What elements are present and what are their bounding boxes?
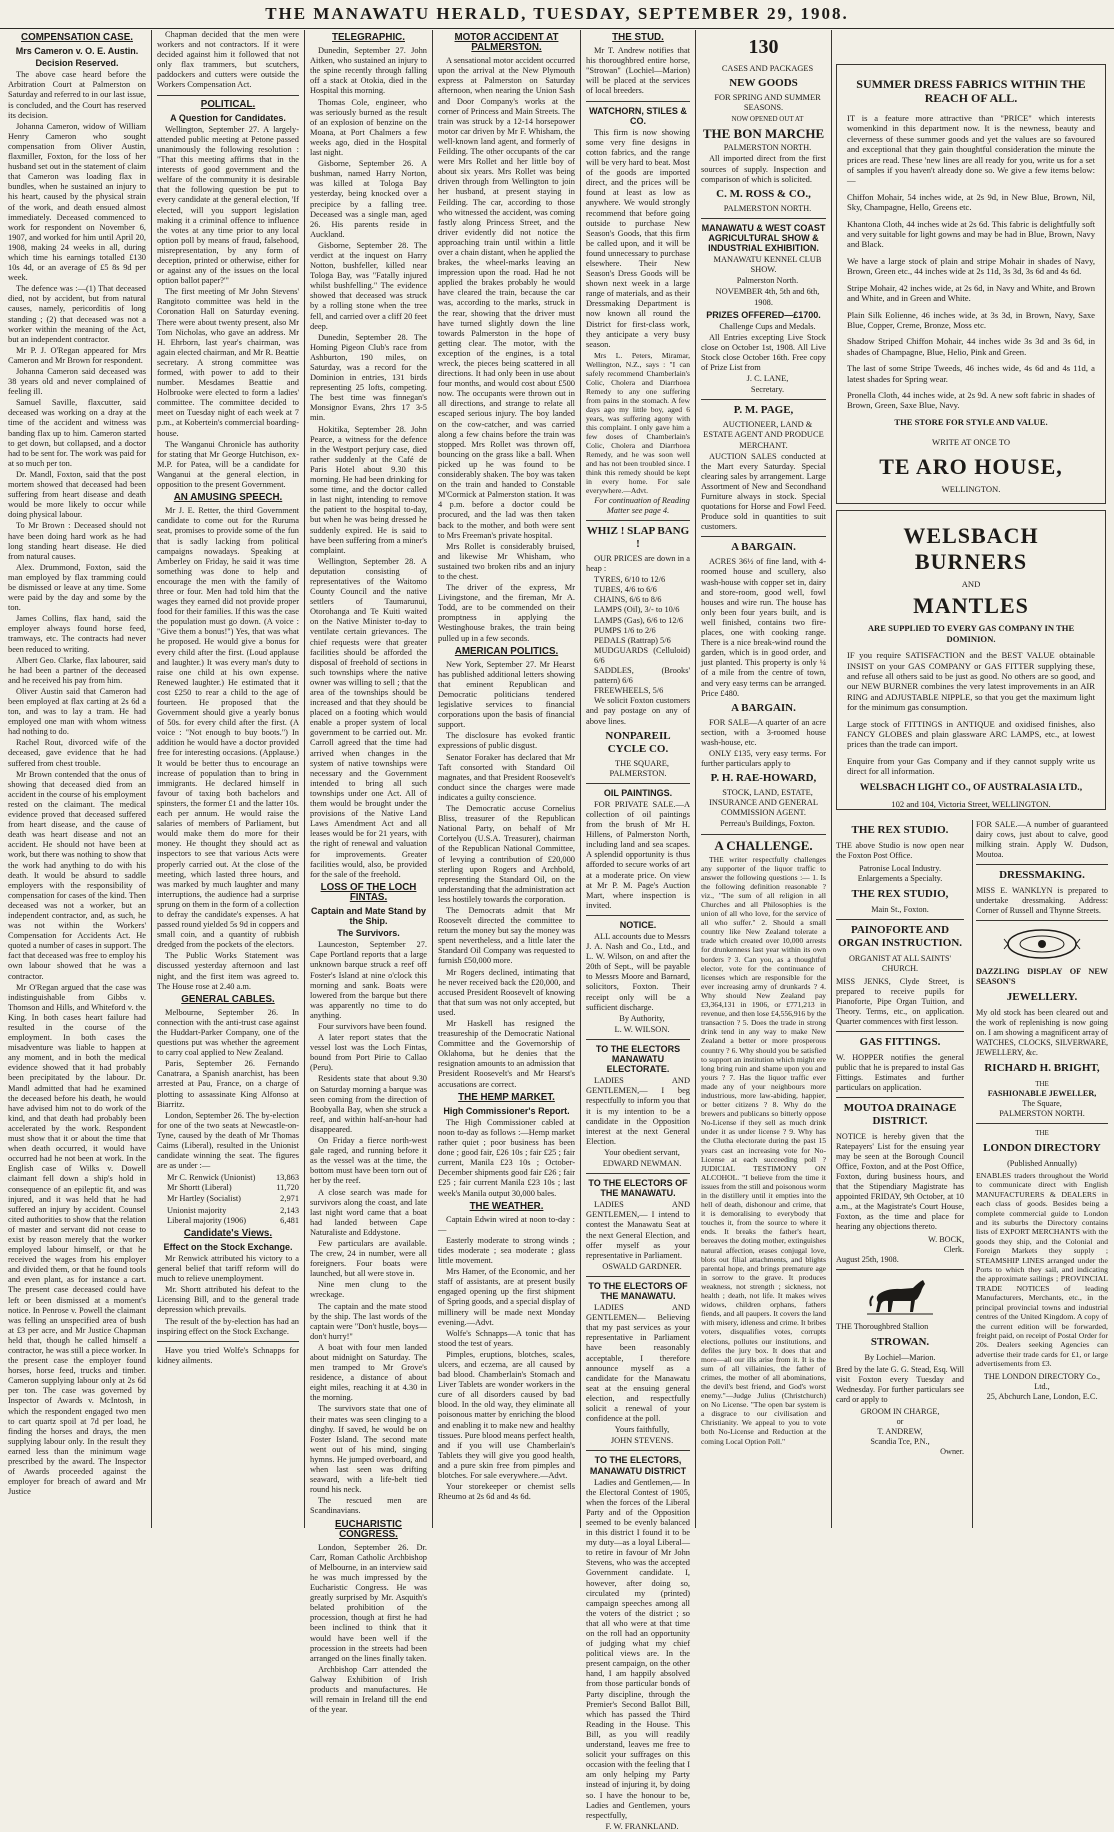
bon-marche-name: THE BON MARCHE [702, 126, 825, 142]
ad-company: WELSBACH LIGHT CO., OF AUSTRALASIA LTD., [859, 781, 1083, 793]
headline-oil-paintings: OIL PAINTINGS. [603, 787, 673, 798]
ad-line: By Lochiel—Marion. [864, 1353, 936, 1362]
article-paragraph: Pimples, eruptions, blotches, scales, ulcers, and eczema, are all caused by bad blood. Chamberlain's Stomach and Liver Tablets are wonder workers in the cure of all disorders caused by bad blood. In the old way, they eliminate all poisonous matter by enriching the blood and enabling it to make new and healthy tissues. Pure blood means perfect health, and if you will use Chamberlain's Tablets they will give you good health, and a pure skin free from pimples and blotches. For sale everywhere.—Advt. [438, 1349, 575, 1481]
article-paragraph: Dunedin, September 27. John Aitken, who sustained an injury to the spine recently through falling off a stack at Otokia, died in the Hospital this morning. [310, 46, 427, 96]
article-paragraph: Rachel Rout, divorced wife of the deceased, gave evidence that he had suffered from chest trouble. [8, 738, 146, 768]
article-paragraph: The captain and the mate stood by the ship. The last words of the captain were "Don't hustle, boys—don't hurry!" [310, 1301, 427, 1341]
ad-item: Stripe Mohair, 42 inches wide, at 2s 6d, in Navy and White, and Brown and White, and in Green and White. [847, 282, 1095, 304]
ad-line: (Published Annually) [1007, 1159, 1077, 1168]
ad-line: THE [1035, 1080, 1049, 1088]
column-telegraphic [306, 30, 431, 1715]
headline-electors: TO THE ELECTORS OF THE MANAWATU. [588, 1280, 688, 1301]
welsbach-title: WELSBACH BURNERS [903, 523, 1039, 574]
ad-title: SUMMER DRESS FABRICS WITHIN THE REACH OF ALL. [856, 77, 1086, 105]
column-rule [695, 30, 696, 1528]
ad-line: or [896, 1417, 904, 1426]
article-paragraph: LADIES AND GENTLEMEN— Believing that my past services as your representative in Parliament have been reasonably acceptable, I therefore announce myself as a candidate for the Manawatu seat at the ensuing general election, and respectfully solicit a renewal of your confidence at the poll. [586, 1303, 690, 1424]
section-divider [836, 1269, 964, 1270]
signature-name: F. W. FRANKLAND. [605, 1821, 679, 1831]
signature-name: T. ANDREW, [877, 1427, 923, 1436]
challenge-headline: A CHALLENGE. [714, 837, 813, 853]
article-paragraph: The driver of the express, Mr Livingstone, and the fireman, Mr A. Todd, are to be commended on their promptness in applying the Westinghouse brakes, the train being pulled up in a few seconds. [438, 583, 575, 643]
headline-loch-fintas: LOSS OF THE LOCH FINTAS. [320, 881, 417, 903]
ad-item: The last of some Stripe Tweeds, 46 inches wide, 4s 6d and 4s 11d, a latest shades for Spring wear. [847, 363, 1095, 384]
ad-line: PALMERSTON NORTH. [723, 143, 812, 153]
ad-text: MISS JENKS, Clyde Street, is prepared to receive pupils for Pianoforte, Pipe Organ Tuition, and Theory. Terms, etc., on application. Quarter commences with first lesson. [836, 977, 964, 1026]
poll-row [167, 1206, 299, 1216]
masthead [0, 0, 1114, 29]
headline-motor-accident: MOTOR ACCIDENT AT PALMERSTON. [454, 32, 559, 54]
signature-name: EDWARD NEWMAN. [602, 1158, 682, 1168]
column-rule [151, 30, 152, 1528]
column-rule [580, 30, 581, 1528]
article-paragraph: Mrs L. Peters, Miramar, Wellington, N.Z., says : "I can safely recommend Chamberlain's Colic, Cholera and Diarrhoea Remedy to any one suffering from pains in the stomach. A few days ago my little boy, aged 6 years, was suffering agony with this complaint. I only gave him a few doses of Chamberlain's Colic, Cholera and Diarrhoea Remedy, and he was soon well and has not been troubled since. I think this remedy should be kept in every home. For sale everywhere.—Advt. [586, 350, 690, 495]
article-paragraph: The result of the by-election has had an inspiring effect on the Stock Exchange. [157, 1316, 299, 1336]
column-local-notices [836, 820, 968, 1528]
page-auctioneer-name: P. M. PAGE, [733, 404, 794, 417]
poll-results [167, 1173, 299, 1225]
ad-line: Patronise Local Industry. [858, 864, 941, 873]
article-paragraph: New York, September 27. Mr Hearst has published additional letters showing that eminent Republican and Democratic politicians tendered legislative services to financial corporations upon the basis of financial support. [438, 659, 575, 730]
column-rule [304, 30, 305, 1528]
article-paragraph: The survivors state that one of their mates was seen clinging to a dinghy. If saved, he would be on Foster Island. The second mate went out of his mind, singing hymns. He jumped overboard, and when last seen was drifting seaward, with a life-belt tied round his neck. [310, 1404, 427, 1495]
headline-candidates-views: Candidate's Views. [183, 1227, 273, 1239]
article-paragraph: The defence was :—(1) That deceased died, not by accident, but from natural causes, namely, pericorditis of long standing ; (2) that deceased was not a worker within the meaning of the Act, but an independent contractor. [8, 284, 146, 344]
article-paragraph: Mrs Hamer, of the Economic, and her staff of assistants, are at present busily engaged opening up the first shipment of Spring goods, and a special display of millinery will be made next Monday evening.—Advt. [438, 1267, 575, 1327]
subhead-captain-mate: Captain and Mate Stand by the Ship. [310, 905, 426, 927]
signature-name: L. W. WILSON. [614, 1024, 670, 1034]
horse-illustration-icon [865, 1274, 935, 1318]
ad-item: Shadow Striped Chiffon Mohair, 44 inches wide 3s 3d and 3s 6d, in shades of Champagne, Blue, Helio, Pink and Green. [847, 336, 1095, 357]
subhead-high-commissioner: High Commissioner's Report. [443, 1105, 570, 1116]
headline-telegraphic: TELEGRAPHIC. [332, 32, 405, 43]
column-motor-accident [434, 30, 579, 1528]
drainage-headline: MOUTOA DRAINAGE DISTRICT. [843, 1102, 957, 1127]
article-paragraph: Albert Geo. Clarke, flax labourer, said he had been a partner of the deceased and he received his pay from him. [8, 655, 146, 685]
te-aro-house-name: TE ARO HOUSE, [879, 453, 1063, 479]
section-divider [586, 101, 690, 102]
advert-line: Have you tried Wolfe's Schnapps for kidney ailments. [157, 1345, 299, 1365]
article-paragraph: A boat with four men landed about midnight on Saturday. The men tramped to Mr Grove's residence, a distance of about eight miles, reaching it at 4.30 in the morning. [310, 1342, 427, 1403]
ad-line: Owner. [940, 1447, 964, 1456]
headline-electors: TO THE ELECTORS, MANAWATU DISTRICT [589, 1455, 687, 1476]
article-paragraph: The High Commissioner cabled at noon to-day as follows :—Hemp market rather quiet ; poor business has been done ; good fair, £26 10s ; fair £25 ; fair current, Manila £23 10s ; October-December shipments good fair £26 ; fair £25 ; fair current Manila £23 10s ; last week's Manila output 30,000 bales. [438, 1117, 575, 1198]
ad-line: MANAWATU KENNEL CLUB SHOW. [713, 255, 822, 275]
bargain-headline: A BARGAIN. [731, 541, 796, 554]
subhead-survivors: The Survivors. [337, 928, 400, 939]
ad-item: Pronella Cloth, 44 inches wide, at 2s 9d. A new soft fabric in shades of Brown, Green, Saxe Blue, Navy. [847, 389, 1095, 411]
ad-address: 102 and 104, Victoria Street, WELLINGTON. [891, 799, 1051, 810]
headline-notice: NOTICE. [619, 919, 657, 930]
ad-text: THE writer respectfully challenges any supporter of the liquor traffic to answer the following questions :— 1. Is the following definition reasonable ? viz., "The sum of all religion in all Churches and all Philosophies is the union of all who love, for the service of all who suffer." 2. Should a small country like New Zealand tolerate a trade which created over 10,000 arrests for drunkenness last year within its own borders ? 3. Can you, as a thoughtful elector, vote for the continuance of licenses which are responsible for the ever increasing army of drunkards ? 4. Why should New Zealand pay £3,364,131 in 1906, or £771,213 in revenue, and then lose £4,556,916 by the transaction ? 5. Does the trade in strong drink tend in any way to make New Zealand a better or more prosperous country ? 6. Why should you be satisfied to support an institution which might ere long bring ruin and shame upon you and yours ? 7. Has the liquor traffic ever made any of your neighbours more industrious, more law-abiding, happier, or better citizens ? 8. Why do the brewers and publicans so bitterly oppose No-License if they sell as much drink under it as under license ? 9. Why has the Clutha electorate during the past 15 years cast an increasing vote for No-License at each succeeding poll ? JUDICIAL TESTIMONY ON ALCOHOL. "I believe from the time it issues from the still and poisonous worm in the distillery until it empties into the hell of death, dishonour and crime, that it is demoralising to everybody that touches it, from the source to where it ends. It breaks the father's heart, bereaves the doting mother, extinguishes natural affection, erases conjugal love, blots out filial attachments, and blights parental hope, and brings premature age in sorrow to the grave. It produces weakness, not strength ; sickness, not health ; death, not life. It makes wives widows, children orphans, fathers fiends, and all paupers. It covers the land with misery, idleness and crime. It bribes voters, disqualifies votes, corrupts elections, pollutes our institutions, and defiles the jury box. It does that and more—all our ills arise from it. It is the sum of all villainies, the father of crimes, the mother of all abominations, the devil's best friend, and God's worst enemy."—Judge Julius (Christchurch) on No License. "The open bar system is a disgrace to our civilisation and Christianity. We appeal to you to vote both No-License and Reduction at the coming Local Option Poll." [701, 854, 826, 1446]
ad-line: Enlargements a Specialty. [857, 874, 943, 883]
article-paragraph: FOR PRIVATE SALE.—A collection of oil paintings from the brush of Mr H. Hillens, of Palmerston North, including land and sea scapes. A splendid opportunity is thus afforded to secure works of art at a moderate price. On view at Mr P. M. Page's Auction Mart, where inspection is invited. [586, 799, 690, 910]
signature-name: J. C. LANE, [746, 374, 789, 384]
ad-line: Perreau's Buildings, Foxton. [719, 819, 816, 829]
column-compensation-case [4, 30, 150, 1528]
price-item: PEDALS (Rattrap) 5/6 [594, 635, 671, 645]
ad-line: The Square, [1022, 1099, 1062, 1108]
headline-american-politics: AMERICAN POLITICS. [454, 645, 559, 657]
show-prizes: PRIZES OFFERED—£1700. [706, 309, 821, 320]
article-paragraph: Mr. Shortt attributed his defeat to the Licensing Bill, and to the general trade depression which prevails. [157, 1285, 299, 1315]
article-paragraph: Captain Edwin wired at noon to-day :— [438, 1214, 575, 1234]
ad-line: ORGANIST AT ALL SAINTS' CHURCH. [848, 954, 952, 973]
section-divider [586, 520, 690, 521]
subhead-cameron-austin: Mrs Cameron v. O. E. Austin. [15, 46, 139, 57]
poll-majority: Liberal majority (1906) [167, 1215, 247, 1225]
article-paragraph: On Friday a fierce north-west gale raged, and running before it as the vessel was at the time, the bottom must have been torn out of her by the reef. [310, 1136, 427, 1186]
section-divider [701, 834, 826, 835]
article-paragraph: The Public Works Statement was discussed yesterday afternoon and last night, and the first item was agreed to. The House rose at 2.40 a.m. [157, 951, 299, 991]
ad-text: THE above Studio is now open near the Foxton Post Office. [836, 841, 964, 860]
ad-line: THE [1035, 1129, 1049, 1137]
ad-text: MISS E. WANKLYN is prepared to undertake dressmaking. Address: Corner of Russell and Thynne Streets. [976, 886, 1108, 915]
article-paragraph: A close search was made for survivors along the coast, and late last night word came that a boat had landed between Cape Naturaliste and Eddystone. [310, 1187, 427, 1237]
ad-text: IT is a feature more attractive than "PRICE" which interests womenkind in this department now. It is the newness, beauty and cleverness of these summer goods and yet the values are so favoured and exceptional that they gain thoughtful consideration the minute the prices are read. These 'new lines are all ready for you, write us for a set of samples if you haven't already done so. We give a few items below:— [847, 113, 1095, 186]
ad-text: AUCTION SALES conducted at the Mart every Saturday. Special clearing sales by arrangement. Large Assortment of New and Secondhand Furniture always in stock. Special quotations for Horse and Fowl Feed. Produce sold in quantities to suit customers. [701, 451, 826, 532]
section-divider [836, 1031, 964, 1032]
article-paragraph: Easterly moderate to strong winds ; tides moderate ; sea moderate ; glass little movement. [438, 1235, 575, 1266]
article-paragraph: Johanna Cameron, widow of William Henry Cameron who sought compensation from Oliver Austin, flaxmiller, Foxton, for the loss of her husband set out in the statement of claim that Cameron was loading flax in bundles, when he sustained an injury to his heart, caused by the physical strain of the work, and death ensued almost immediately. Deceased commenced to work for respondent on November 6, 1907, and worked for him until April 20, 1908, making 24 weeks in all, during which time his earnings totalled £130 10s 4d, or an average of £5 8s 9d per week. [8, 121, 146, 283]
section-divider [157, 95, 299, 96]
section-divider [836, 1097, 964, 1098]
dressmaking-headline: DRESSMAKING. [999, 869, 1085, 881]
ad-line: NOVEMBER 4th, 5th and 6th, 1908. [715, 287, 820, 307]
ad-line: Scandia Tce, P.N., [870, 1437, 930, 1446]
article-paragraph: Gisborne, September 26. A bushman, named Harry Norton, was killed at Tologa Bay yesterday, being knocked over a precipice by a falling tree. Deceased was a single man, aged 26. His parents reside in Auckland. [310, 159, 427, 239]
price-item: TYRES, 6/10 to 12/6 [594, 575, 666, 585]
ad-text: All Entries excepting Live Stock close on October 1st, 1908. All Live Stock close October 16th. Free copy of Prize List from [701, 332, 826, 373]
ad-subtitle: ARE SUPPLIED TO EVERY GAS COMPANY IN THE DOMINION. [867, 623, 1075, 644]
section-divider [976, 1123, 1108, 1124]
column-rule [831, 30, 832, 1528]
strowan-name: STROWAN. [870, 1336, 930, 1348]
ad-company: THE LONDON DIRECTORY Co., Ltd., [983, 1371, 1101, 1391]
ad-text: ACRES 36½ of fine land, with 4-roomed house and scullery, also wash-house with copper set in, dairy and store-room, good well, fowl houses and wire run. The house has only been four years built, and is well finished, contains two fire-places, one with cooking range. There is a nice break-wind round the garden, which is in good order, and just planted. This property is only ¼ of a mile from the centre of town, and very easy terms can be arranged. Price £480. [701, 557, 826, 698]
section-divider [586, 783, 690, 784]
ad-line: FOR SPRING AND SUMMER SEASONS. [714, 93, 821, 113]
signature-name: W. BOCK, [928, 1235, 964, 1244]
article-paragraph: A sensational motor accident occurred upon the arrival at the New Plymouth express at Palmerston on Saturday afternoon, when nearing the Union Sash and Door Company's works at the corner of Princess and Main Streets. The train was struck by a 12-14 horsepower motor car driven by Mr F. Whisham, the well-known land agent, and formerly of Feilding. The other occupants of the car were Mrs Rollet and her little boy of about six years. Mrs Rollet was being driven through from Wellington to join her husband, at present staying in Feilding. The car, according to those who witnessed the accident, was coming fastly along Princess Street, and the driver evidently did not notice the approaching train until within a little over a chain distant, when he applied the brakes, the wheel-marks leaving an impression upon the road. Had he not applied the brakes probably he would have cleared the train, because the car was, according to the marks, struck in the rear, showing that the driver must have turned slightly down the line towards Palmerston in the hope of getting clear. The motor, with the exception of the engines, is a total wreck, the pieces being scattered in all directions. It had only been in use about four months, and would cost about £500 now. The occupants were thrown out in all directions, and strange to relate all escaped serious injury. The boy landed on the cow-catcher, and was carried along a few chains before the train was stopped. Mrs Rollet was thrown off, bouncing on the grass like a ball. When picked up he was found to be considerably shaken. The boy was taken on the train and handed to Constable M'Cormick at Palmerston station. It was 4 p.m. before a doctor could be procured, and the lad was then taken back to the mother, and both were sent to Mrs Freeman's private hospital. [438, 56, 575, 540]
mantles-title: MANTLES [913, 593, 1029, 619]
poll-votes: 11,720 [276, 1183, 299, 1193]
ad-line: Main St., Foxton. [871, 905, 929, 914]
price-item: TUBES, 4/6 to 6/6 [594, 585, 657, 595]
signature-line: Clerk. [943, 1245, 964, 1254]
price-item: FREEWHEELS, 5/6 [594, 686, 664, 696]
headline-general-cables: GENERAL CABLES. [181, 993, 275, 1005]
article-paragraph: The disclosure has evoked frantic expressions of public disgust. [438, 731, 575, 751]
headline-electors: TO THE ELECTORS OF THE MANAWATU. [588, 1178, 688, 1199]
article-paragraph: Mr P. J. O'Regan appeared for Mrs Cameron and Mr Brown for respondent. [8, 345, 146, 365]
article-paragraph: Residents state that about 9.30 on Saturday morning a barque was seen coming from the direction of Boobyalla Bay, when she struck a reef, and within half-an-hour had disappeared. [310, 1074, 427, 1134]
article-paragraph: The Democratic accuse Cornelius Bliss, treasurer of the Republican National Party, on behalf of Mr Cortelyou (U.S.A. Treasurer), chairman of the Republican National Committee, of levying a contribution of £20,000 sterling upon Rogers and Archbold, representing the Standard Oil, on the understanding that the administration act less hostilely towards the corporation. [438, 804, 575, 904]
ad-item: Khantona Cloth, 44 inches wide at 2s 6d. This fabric is delightfully soft and very suitable for light gowns and may be had in Blue, Brown, Navy and Black. [847, 218, 1095, 250]
article-paragraph: Nine men clung to the wreckage. [310, 1280, 427, 1300]
signature-line: Yours faithfully, [614, 1425, 670, 1435]
ad-text: ENABLES traders throughout the World to communicate direct with English MANUFACTURERS & DEALERS in each class of goods. Besides being a complete commercial guide to London and its suburbs the Directory contains lists of EXPORT MERCHANTS with the goods they ship, and the Colonial and Foreign Markets they supply ; STEAMSHIP LINES arranged under the Ports to which they sail, and indicating the approximate sailings ; PROVINCIAL TRADE NOTICES of leading Manufacturers, Merchants, etc., in the principal provincial towns and industrial centres of the United Kingdom. A copy of the current edition will be forwarded, freight paid, on receipt of Postal Order for 20s. Dealers seeking Agencies can advertise their trade cards for £1, or large advertisements from £3. [976, 1171, 1108, 1369]
article-paragraph: Senator Foraker has declared that Mr Taft consorted with Standard Oil magnates, and that President Roosevelt's conduct since the charges were made indicates a guilty conscience. [438, 752, 575, 802]
nonpareil-name: NONPAREIL CYCLE CO. [605, 729, 671, 755]
rex-studio-headline: THE REX STUDIO. [851, 824, 949, 836]
headline-the-stud: THE STUD. [612, 32, 664, 43]
article-paragraph: This firm is now showing some very fine designs in cotton fabrics, and the range will be very hard to beat. Most of the goods are imported direct, and the prices will be found at least as low as anywhere. We would strongly recommend that before going outside to purchase New Season's Goods, that this firm be called upon, and it will be found unnecessary to purchase elsewhere. Their New Season's Dress Goods will be shown next week in a large range of materials, and as their Dressmaking Department is now known all round the District for first-class work, they anticipate a very busy season. [586, 127, 690, 349]
column-rule [432, 30, 433, 1528]
ad-line: PALMERSTON NORTH. [999, 1109, 1085, 1118]
london-directory-headline: LONDON DIRECTORY [983, 1142, 1101, 1154]
article-paragraph: Archbishop Carr attended the Galway Exhibition of Irish products and manufactures. He will remain in Ireland till the end of the year. [310, 1664, 427, 1715]
article-paragraph: The rescued men are Scandinavians. [310, 1496, 427, 1516]
ad-line: AND [961, 579, 981, 589]
ad-line: THE Thoroughbred Stallion [836, 1322, 929, 1331]
subhead-question-candidates: A Question for Candidates. [170, 112, 286, 123]
article-paragraph: Your storekeeper or chemist sells Rheumo at 2s 6d and 4s 6d. [438, 1482, 575, 1502]
article-paragraph: Mr Renwick attributed his victory to a general belief that tariff reform will do much to relieve unemployment. [157, 1253, 299, 1284]
section-divider [586, 915, 690, 916]
article-paragraph: Mr Haskell has resigned the treasureship of the Democratic National Committee and the Governorship of Oklahoma, but he denies that the resignation amounts to an admission that President Roosevelt's and Mr Hearst's accusations are correct. [438, 1019, 576, 1089]
ad-line: NEW GOODS [729, 77, 798, 90]
ad-tagline: THE STORE FOR STYLE AND VALUE. [894, 416, 1048, 427]
article-paragraph: Wellington, September 27. A largely-attended public meeting at Petone passed unanimously the following resolution : "That this meeting affirms that in the interests of good government and the welfare of the community it is desirable that the following question be put to every candidate at the general election, 'If elected, will you support legislation making it a criminal offence to influence the votes at any time prior to any local option poll by means of fraud, falsehood, misrepresentation, by any form of deception, printed or otherwise, either for or against any of the issues on the local option ballot paper?'" [157, 124, 299, 286]
poll-votes: 6,481 [280, 1215, 299, 1225]
ad-line: WRITE AT ONCE TO [931, 437, 1011, 448]
newspaper-page [4, 30, 1110, 1831]
article-paragraph: Mr T. Andrew notifies that his thoroughbred entire horse, "Strowan" (Lochiel—Marion) will be placed at the services of local breeders. [586, 46, 690, 96]
section-divider [157, 1341, 299, 1342]
ad-line: WELLINGTON. [941, 483, 1001, 494]
article-paragraph: Dunedin, September 28. The Homing Pigeon Club's race from Ashburton, 190 miles, on Saturday, was a record for the Dominion in entries, 131 birds representing 25 lofts, competing. The best time was finnegan's Monsignor Evans, 2hrs 17 3-5 min. [310, 332, 427, 423]
ad-line: August 25th, 1908. [836, 1255, 899, 1264]
ad-line: NOW OPENED OUT AT [731, 115, 804, 124]
section-divider [586, 1450, 690, 1451]
headline-political: POLITICAL. [200, 98, 256, 110]
rex-studio-name: THE REX STUDIO, [851, 888, 949, 900]
signature-name: OSWALD GARDNER. [602, 1261, 682, 1271]
poll-row [167, 1216, 299, 1226]
article-paragraph: Mrs Rollet is considerably bruised, and likewise Mr Whisham, who sustained two broken ribs and an injury to the chest. [438, 541, 575, 581]
section-divider [586, 1173, 690, 1174]
poll-majority: Unionist majority [167, 1205, 227, 1215]
article-paragraph: We solicit Foxton customers and pay postage on any of above lines. [586, 696, 690, 726]
ad-line: Challenge Cups and Medals. [719, 321, 816, 331]
whiz-intro: OUR PRICES are down in a heap : [586, 554, 690, 574]
ad-line: GROOM IN CHARGE, [860, 1407, 940, 1416]
poll-votes: 2,971 [280, 1193, 299, 1203]
ad-line: FASHIONABLE JEWELLER, [987, 1089, 1097, 1098]
article-paragraph: Paris, September 26. Fernando Canatrara, a Spanish anarchist, has been arrested at Pau, France, on a charge of plotting to assassinate King Alfonso at Biarritz. [157, 1059, 299, 1109]
section-divider [701, 218, 826, 219]
poll-candidate: Mr Shortt (Liberal) [167, 1183, 232, 1193]
article-paragraph: Thomas Cole, engineer, who was seriously burned as the result of an explosion of benzine on the Moana, at Port Chalmers a few weeks ago, died in the Hospital last night. [310, 97, 427, 158]
ad-text: FOR SALE—A quarter of an acre section, with a 3-roomed house wash-house, etc. [701, 717, 826, 747]
column-rule [972, 820, 973, 1528]
article-paragraph: LADIES AND GENTLEMEN,— I intend to contest the Manawatu Seat at the next General Election, and offer myself as your representative in Parliament. [586, 1200, 690, 1260]
ad-text: FOR SALE.—A number of guaranteed dairy cows, just about to calve, good milking strain. Apply W. Dudson, Moutoa. [976, 820, 1108, 859]
poll-candidate: Mr Hartley (Socialist) [167, 1193, 241, 1203]
article-paragraph: Mr J. E. Retter, the third Government candidate to come out for the Ruruma seat, promises to provide some of the fun that is sadly lacking from political campaigns nowadays. Speaking at Amberley on Friday, he said it was time something was done to help and encourage the men with the family of three or four. Men had told him that the wages they earned did not provide proper food for their families. If this was the case the population must go down. (A voice : "Give them a bonus!") Yes, that was what he proposed. He would give a bonus for every child after the first. (Loud applause and laughter.) It was every man's duty to raise one child at his own expense. Renewed laughter.) He estimated that it cost £250 to rear a child to the age of fourteen. He proposed that the Government should give a yearly bonus of 50s. for every child after the first. (A voice : "Not enough to buy boots.") In addition he would have a doctor provided free for interesting occasions. (Applause.) It would be better thus to encourage an increase of population than to bring in immigrants. He declared himself in favour of taxing both bachelors and spinsters, the former £1 and the latter 10s. each per annum. He would raise the salaries of members of Parliament, but would make them do more for their money. He thought they should act as inspectors to see that various Acts were properly carried out. At the close of the meeting, which lasted three hours, and was marked by much laughter and many interruptions, the audience had a surprise sprung on them in the form of a collection to defray the candidate's expenses. A hat passed round yielded 5s 9d in coppers and small coin, and a quantity of rubbish dredged from the pockets of the electors. [157, 506, 299, 950]
article-paragraph: A later report states that the vessel lost was the Loch Fintas, bound from Port Pirie to Callao (Peru). [310, 1033, 427, 1073]
jewellery-ornament-icon [1002, 925, 1082, 963]
ad-text: W. HOPPER notifies the general public that he is prepared to instal Gas Fittings. Estimates and further particulars on application. [836, 1053, 964, 1092]
poll-candidate: Mr C. Renwick (Unionist) [167, 1173, 256, 1183]
poll-row [167, 1173, 299, 1183]
jewellery-title: JEWELLERY. [1006, 991, 1078, 1003]
article-paragraph: James Collins, flax hand, said the employer always found horse feed, tramways, etc. The contracts had never been reduced to writing. [8, 614, 146, 654]
article-paragraph: The Wanganui Chronicle has authority for stating that Mr George Hutchison, ex-M.P. for Patea, will be a candidate for Wanganui at the general election, in opposition to the present Government. [157, 439, 299, 490]
headline-amusing-speech: AN AMUSING SPEECH. [173, 492, 283, 504]
headline-watchorn: WATCHORN, STILES & CO. [589, 105, 687, 126]
signature-line: Secretary. [750, 385, 785, 395]
continuation-note: For continuation of Reading Matter see page 4. [594, 495, 690, 515]
article-paragraph: Ladies and Gentlemen,— In the Electoral Contest of 1905, when the forces of the Liberal Party and of the Opposition seemed to be evenly balanced in this district I found it to be my duty—as a loyal Liberal—to retire in favour of Mr John Stevens, who was the accepted Government candidate. I, however, after doing so, circulated my (printed) campaign speeches among all the voters of the district ; so that all who were at that time on the roll had an opportunity of judging what my chief political views are. In the present campaign, on the other hand, I am happily absolved from those particular bonds of Party discipline, through the Premier's Second Ballot Bill, which has passed the Third Reading in the House. This Bill, as you will readily understand, leaves me free to solicit your suffrages on this occasion with the feeling that I am only helping my Party instead of injuring it, by doing so. I have the honour to be, Ladies and Gentlemen, yours respectfully, [586, 1477, 690, 1820]
bright-name: RICHARD H. BRIGHT, [984, 1062, 1100, 1074]
column-ads [697, 30, 830, 1528]
article-paragraph: Gisborne, September 28. The verdict at the inquest on Harry Notton, bushfeller, killed near Tologa Bay, was "Fatally injured whilst bushfelling." The evidence showed that deceased was struck by a rolling stone when the tree fell, and carried over a cliff 20 feet deep. [310, 240, 427, 331]
article-paragraph: To Mr Brown : Deceased should not have been doing hard work as he had long standing heart disease. He died from natural causes. [8, 521, 146, 561]
column-stud-ads [582, 30, 694, 1831]
section-divider [976, 864, 1108, 865]
ad-text: All imported direct from the first sources of supply. Inspection and comparison of which is solicited. [701, 154, 826, 184]
ad-item: We have a large stock of plain and stripe Mohair in shades of Navy, Brown, Green etc., 44 inches wide at 2s 11d, 3s 3d, 3s 6d and 4s 6d. [847, 255, 1095, 277]
headline-electors: TO THE ELECTORS MANAWATU ELECTORATE. [595, 1043, 681, 1075]
article-paragraph: The above case heard before the Arbitration Court at Palmerston on Saturday and referred to in our last issue, is concluded, and the Court has reserved its decision. [8, 70, 146, 120]
article-paragraph: London, September 26. The by-election for one of the two seats at Newcastle-on-Tyne, caused by the death of Mr Thomas Caims (Liberal), resulted in the Unionist candidate winning the seat. The figures are as under :— [157, 1110, 299, 1171]
bargain-headline: A BARGAIN. [731, 701, 796, 714]
headline-eucharistic-congress: EUCHARISTIC CONGRESS. [335, 1518, 402, 1540]
ad-text: IF you require SATISFACTION and the BEST VALUE obtainable INSIST on your GAS COMPANY or GAS FITTER supplying these, and refuse all others said to be just as good. No others are so good, and our NEW BURNER combines the very latest improvements in an AIR RING and ADJUSTABLE NIPPLE, so that you get the maximum light for the minimum gas consumption. [847, 650, 1095, 713]
ad-welsbach [836, 510, 1106, 810]
section-divider [701, 399, 826, 400]
price-item: LAMPS (Gas), 6/6 to 12/6 [594, 615, 684, 625]
show-headline: MANAWATU & WEST COAST AGRICULTURAL SHOW & INDUSTRIAL EXHIBITION. [701, 222, 826, 254]
price-item: CHAINS, 6/6 to 8/6 [594, 595, 662, 605]
subhead-stock-exchange: Effect on the Stock Exchange. [163, 1241, 293, 1252]
signature-name: JOHN STEVENS. [610, 1436, 674, 1446]
section-divider [586, 1039, 690, 1040]
signature-line: Your obedient servant, [604, 1147, 680, 1157]
article-paragraph: Four survivors have been found. [318, 1022, 427, 1031]
subhead-decision-reserved: Decision Reserved. [35, 58, 119, 69]
article-paragraph: Mr Brown contended that the onus of showing that deceased died from an accident in the course of his employment rested on the claimant. The medical evidence proved that deceased suffered from heart disease, and the cause of death was heart disease and not an accident. He should not have been at work, but there was nothing to show that the work had anything to do with his death. It would be absurd to saddle employers with the responsibility of compensation for cases of the kind. Then deceased was not a worker, but an independent contractor, and, as such, he was not within the Workers' Compensation for Accidents Act. He quoted a number of cases in support. The fact that deceased was free to employ his own labour showed that he was a contractor. [8, 769, 146, 981]
ad-item: Chiffon Mohair, 54 inches wide, at 2s 9d, in New Blue, Brown, Nil, Sky, Champagne, Hello, Greens etc. [847, 191, 1095, 213]
headline-compensation-case: COMPENSATION CASE. [21, 32, 133, 43]
ad-text: NOTICE is hereby given that the Ratepayers' List for the ensuing year may be seen at the Borough Council Office, Foxton, and at the Post Office, Foxton, during business hours, and that the Stipendiary Magistrate has appointed FRIDAY, 9th October, at 10 a.m., at the Magistrate's Court House, Foxton, as the time and place for hearing any objections thereto. [836, 1132, 964, 1231]
article-paragraph: Mr Rogers declined, intimating that he never received back the £20,000, and accused President Roosevelt of knowing that that sum was not only accepted, but used. [438, 967, 575, 1017]
article-paragraph: Mr O'Regan argued that the case was indistinguishable from Gibbs v. Thomson and Hills, and Whiteford v. the King. In both cases heart failure had resulted in the course of the employment. In both cases the misadventure was liable to happen at any moment, and in both the medical evidence showed that it had probably been precipitated by the labour. Dr. Mandl admitted that had he examined the deceased before his death, he would have advised him not to do work of the kind, and that death had probably been accelerated by the work. Respondent must show that it or about the time that when death occurred, it would have occurred had he not been at work. In the English case of Wilks v. Dowell claimant fell down a ship's hold in consequence of an epileptic fit, and was injured, and it was held that he had suffered an injury by accident. Counsel cited authorities to show that the relation of master and servant did not cease to exist by reason merely that the worker employed labour himself, or that he received the wages from his employer and divided them, or that he found tools and even plant, as for instance a cart. The present case deceased could have left or been dismissed at a moment's notice. In Penrose v. Powell the claimant was felling an unspecified area of bush at £3 per acre, and Mr Justice Chapman held that, though he called himself a contractor, he was still a piece worker. In the present case the employer found horses, horse feed, trucks and timber. Cameron supplying labour only at 2s 6d per ton. The case was governed by Inspector of Awards v. McIntosh, in which the respondent engaged two men to cart quartz spoil at 7d per load, he finding the horses and drays, the men supplying labour only. In the result they earned less than the minimum wage prescribed by the award. The Inspector of Awards proceeded against the employer for breach of award and Mr Justice [8, 982, 146, 1497]
gas-fittings-headline: GAS FITTINGS. [859, 1036, 941, 1048]
nonpareil-address: THE SQUARE, PALMERSTON. [609, 758, 669, 778]
article-paragraph: Samuel Saville, flaxcutter, said deceased was working on a dray at the time of the accident and witness was banding flax up to him. Cameron started to get down, but collapsed, and a doctor had to be sent for. The work was paid for at so much per ton. [8, 398, 146, 468]
headline-hemp-market: THE HEMP MARKET. [458, 1091, 555, 1103]
column-political [153, 30, 303, 1528]
price-item: SADDLES, (Brooks' pattern) 6/6 [594, 666, 690, 686]
section-divider [701, 536, 826, 537]
ad-line: Palmerston North. [736, 276, 799, 286]
article-paragraph: LADIES AND GENTLEMEN,— I beg respectfully to inform you that it is my intention to be a candidate in the Opposition interest at the next General Election. [586, 1076, 690, 1146]
cases-count: 130 [748, 36, 779, 58]
ad-address: 25, Abchurch Lane, London, E.C. [986, 1391, 1098, 1401]
article-paragraph: Few particulars are available. The crew, 24 in number, were all foreigners. Four boats were launched, but all were stove in. [310, 1238, 427, 1279]
ad-text: Large stock of FITTINGS in ANTIQUE and oxidised finishes, also FANCY GLOBES and plain glassware ARC LAMPS, etc., at lowest prices than the trade can import. [847, 718, 1095, 750]
headline-weather: THE WEATHER. [469, 1200, 544, 1212]
ad-item: Plain Silk Eolienne, 46 inches wide, at 3s 3d, in Brown, Navy, Saxe Blue, Copper, Creme, Bronze, Moss etc. [847, 309, 1095, 330]
section-divider [976, 920, 1108, 921]
article-paragraph: Alex. Drummond, Foxton, said the man employed by flax tramming could be dismissed or leave at any time. Some were paid by the day and some by the ton. [8, 562, 146, 613]
article-paragraph: Dr. Mandl, Foxton, said that the post mortem showed that deceased had been suffering from heart disease and death would be more likely to occur while doing physical labour. [8, 469, 146, 520]
rae-howard-name: P. H. RAE-HOWARD, [710, 772, 817, 785]
article-paragraph: Melbourne, September 26. In connection with the anti-trust case against the Huddart-Parker Company, one of the questions put was whether the agreement to carry coal applied to New Zealand. [157, 1007, 299, 1058]
ad-line: PALMERSTON NORTH. [723, 203, 812, 213]
article-paragraph: London, September 26. Dr. Carr, Roman Catholic Archbishop of Melbourne, in an interview said he was much impressed by the Eucharistic Congress. He was greatly surprised by Mr. Asquith's belated prohibition of the procession, though at first he had been inclined to think that it would have been well if the procession in the streets had been arranged on the lines finally taken. [310, 1542, 427, 1663]
ad-text: Enquire from your Gas Company and if they cannot supply write us direct for all information. [847, 755, 1095, 777]
article-paragraph: Johanna Cameron said deceased was 38 years old and never complained of feeling ill. [8, 367, 146, 397]
poll-votes: 13,863 [275, 1173, 299, 1183]
price-item: MUDGUARDS (Celluloid) 6/6 [594, 645, 690, 665]
whiz-headline: WHIZ ! SLAP BANG ! [586, 525, 690, 550]
price-item: LAMPS (Oil), 3/- to 10/6 [594, 605, 680, 615]
ad-summer-dress-fabrics [836, 64, 1106, 504]
ad-text: Bred by the late G. G. Stead, Esq. Will visit Foxton every Tuesday and Wednesday. For further particulars see card or apply to [836, 1365, 964, 1404]
price-list [594, 575, 690, 696]
article-paragraph: Launceston, September 27. Cape Portland reports that a large unknown barque struck a reef off Foster's Island at nine o'clock this morning and sank. Boats were lowered from the barque but there was apparently no time to do anything. [310, 940, 427, 1020]
article-paragraph: Wellington, September 28. A deputation consisting of representatives of the Waitomo County Council and the native settlers of Taumarunui, Otorohanga and Te Kuiti waited on the Native Minister to-day to ventilate certain grievances. The chief requests were that greater facilities should be afforded the disposal of freehold of sections in such townships where the native owner was willing to sell ; that the area of the townships should be increased and that they should be placed on a footing which would enable a proper system of local government to be carried out. Mr. Carroll agreed that the time had arrived when changes in the system of native townships were necessary and the Government intended to bring all such townships under one Act. All of them would be brought under the provisions of the Native Land Laws Amendment Act and all leases would be for 21 years, with the right of renewal and valuation for improvements. Greater facilities would, also, be provided for the sale of the freehold. [310, 556, 427, 879]
ad-line: CASES AND PACKAGES [721, 64, 814, 73]
column-jeweller-directory [976, 820, 1108, 1528]
poll-row [167, 1183, 299, 1193]
newspaper-title: THE MANAWATU HERALD, TUESDAY, SEPTEMBER 29, 1908. [265, 4, 849, 23]
article-paragraph: Oliver Austin said that Cameron had been employed at flax carting at 2s 6d a ton, and was to lay a tram. He had employed one man with whom witness had nothing to do. [8, 686, 146, 737]
article-paragraph: ALL accounts due to Messrs J. A. Nash and Co., Ltd., and L. W. Wilson, on and after the 20th of Sept., will be payable to Messrs Moore and Barnard, solicitors, Foxton. Their receipt only will be a sufficient discharge. [586, 932, 690, 1012]
piano-headline: PAINOFORTE AND ORGAN INSTRUCTION. [837, 924, 963, 949]
signature-line: By Authority, [619, 1013, 665, 1023]
ad-line: AUCTIONEER, LAND & ESTATE AGENT AND PRODUCE MERCHANT. [703, 420, 824, 450]
article-paragraph: The first meeting of Mr John Stevens' Rangitoto committee was held in the Coronation Hall on Saturday evening. There were about twenty present, also Mr Tom Nicholas, who gave an address. Mr H. Ehrborn, last year's chairman, was again elected chairman, and Mr R. Beattie secretary. A strong committee was formed, with power to add to their number. Mesdames Beattie and Holbrooke were elected to form a ladies' committee. The committee decided to meet on Tuesday night of each week at 7 p.m., at Kobertein's commercial boarding-house. [157, 287, 299, 438]
poll-votes: 2,143 [280, 1205, 299, 1215]
poll-row [167, 1194, 299, 1204]
price-item: PUMPS 1/6 to 2/6 [594, 625, 656, 635]
article-paragraph: Hokitika, September 28. John Pearce, a witness for the defence in the Westport perjury case, died rather suddenly at the Café de Paris Hotel about 9.30 this morning. He had been drinking for some time, and the doctor called in last night, intending to remove the patient to the hospital to-day, but when he was being dressed he suddenly expired. He is said to have been suffering from a miner's complaint. [310, 424, 427, 555]
section-divider [836, 919, 964, 920]
ad-line: STOCK, LAND, ESTATE, INSURANCE AND GENERAL COMMISSION AGENT. [709, 788, 818, 818]
article-paragraph: Wolfe's Schnapps—A tonic that has stood the test of years. [438, 1328, 575, 1348]
article-paragraph: The Democrats admit that Mr Roosevelt directed the committee to return the money but say the money was spent nevertheless, and a little later the Standard Oil Company was requested to furnish £50,000 more. [438, 905, 575, 966]
jewellery-headline: DAZZLING DISPLAY OF NEW SEASON'S [976, 967, 1108, 986]
section-divider [586, 1276, 690, 1277]
ad-text: My old stock has been cleared out and the work of replenishing is now going on. I am showing a magnificent array of WATCHES, CLOCKS, SILVERWARE, JEWELLERY, &c. [976, 1008, 1108, 1057]
ad-text: ONLY £135, very easy terms. For further particulars apply to [701, 748, 826, 769]
ross-name: C. M. ROSS & CO., [716, 187, 811, 200]
article-paragraph: Chapman decided that the men were workers and not contractors. If it were decided against him it followed that not only flax trammers, but scutchers, paddockers and cutters were outside the Workers Compensation Act. [157, 30, 299, 90]
